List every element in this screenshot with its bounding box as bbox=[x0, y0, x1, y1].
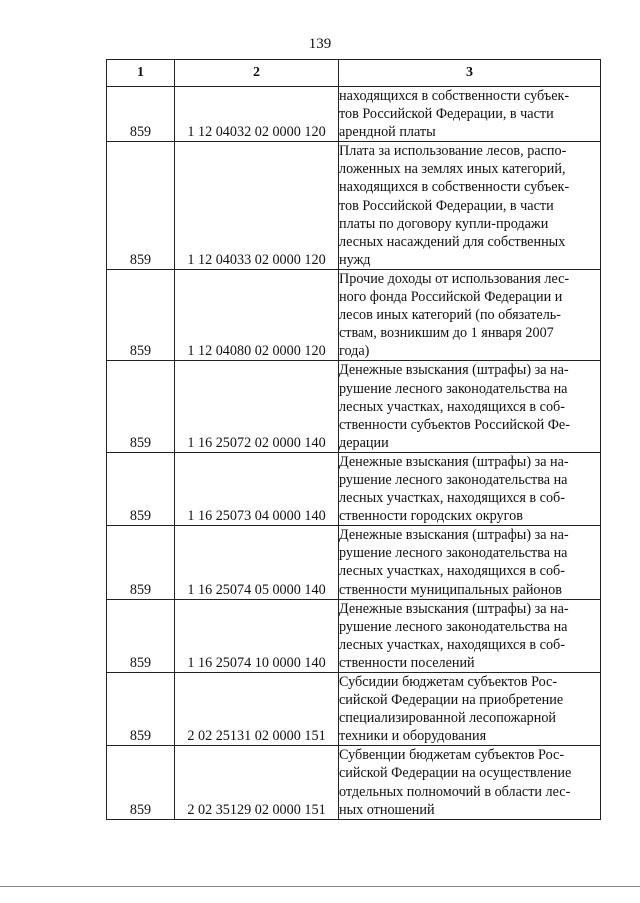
column-header-1: 1 bbox=[107, 60, 175, 87]
description-line: Субвенции бюджетам субъектов Рос- bbox=[339, 747, 565, 764]
revenue-description-cell bbox=[339, 142, 601, 270]
description-line: лесных насаждений для собственных bbox=[339, 233, 566, 250]
description-line: лесных участках, находящихся в соб- bbox=[339, 398, 566, 415]
revenue-code-cell: 1 12 04033 02 0000 120 bbox=[175, 142, 339, 270]
revenue-code-cell: 1 12 04080 02 0000 120 bbox=[175, 269, 339, 360]
description-line: лесных участках, находящихся в соб- bbox=[339, 636, 566, 653]
revenue-description-cell bbox=[339, 87, 601, 142]
admin-code-cell: 859 bbox=[107, 452, 175, 525]
description-line: специализированной лесопожарной bbox=[339, 710, 557, 727]
revenue-code-cell: 1 16 25074 05 0000 140 bbox=[175, 526, 339, 599]
admin-code-cell: 859 bbox=[107, 361, 175, 452]
description-line: платы по договору купли-продажи bbox=[339, 215, 549, 232]
table-body bbox=[107, 87, 601, 820]
admin-code-cell: 859 bbox=[107, 269, 175, 360]
description-line: Плата за использование лесов, распо- bbox=[339, 143, 567, 160]
description-line: Денежные взыскания (штрафы) за на- bbox=[339, 527, 569, 544]
revenue-description-cell bbox=[339, 269, 601, 360]
table-row bbox=[107, 87, 601, 142]
admin-code-cell: 859 bbox=[107, 673, 175, 746]
header-row bbox=[107, 60, 601, 87]
admin-code-cell: 859 bbox=[107, 526, 175, 599]
revenue-description-cell bbox=[339, 746, 601, 819]
table-header bbox=[107, 60, 601, 87]
revenue-description-cell bbox=[339, 452, 601, 525]
admin-code-cell: 859 bbox=[107, 599, 175, 672]
description-line: лесных участках, находящихся в соб- bbox=[339, 490, 566, 507]
table-row bbox=[107, 452, 601, 525]
table-row bbox=[107, 142, 601, 270]
revenue-code-cell: 2 02 25131 02 0000 151 bbox=[175, 673, 339, 746]
description-line: сийской Федерации на осуществление bbox=[339, 765, 572, 782]
description-line: ственности муниципальных районов bbox=[339, 581, 562, 598]
revenue-code-cell: 1 12 04032 02 0000 120 bbox=[175, 87, 339, 142]
description-line: тов Российской Федерации, в части bbox=[339, 197, 554, 214]
admin-code-cell: 859 bbox=[107, 746, 175, 819]
column-header-3: 3 bbox=[339, 60, 601, 87]
description-line: лесных участках, находящихся в соб- bbox=[339, 563, 566, 580]
page-number: 139 bbox=[308, 36, 332, 52]
table-row bbox=[107, 269, 601, 360]
description-line: рушение лесного законодательства на bbox=[339, 545, 568, 562]
description-line: лесов иных категорий (по обязатель- bbox=[339, 307, 561, 324]
description-line: года) bbox=[339, 343, 370, 360]
description-line: ного фонда Российской Федерации и bbox=[339, 289, 563, 306]
revenue-description-cell bbox=[339, 526, 601, 599]
description-line: дерации bbox=[339, 434, 389, 451]
admin-code-cell: 859 bbox=[107, 142, 175, 270]
description-line: ственности субъектов Российской Фе- bbox=[339, 416, 570, 433]
description-line: сийской Федерации на приобретение bbox=[339, 692, 564, 709]
description-line: рушение лесного законодательства на bbox=[339, 380, 568, 397]
page-bottom-rule bbox=[0, 886, 640, 887]
table-row bbox=[107, 599, 601, 672]
revenue-description-cell bbox=[339, 361, 601, 452]
description-line: находящихся в собственности субъек- bbox=[339, 88, 570, 104]
table-row bbox=[107, 673, 601, 746]
budget-classification-table bbox=[106, 59, 601, 820]
description-line: рушение лесного законодательства на bbox=[339, 618, 568, 635]
revenue-code-cell: 1 16 25074 10 0000 140 bbox=[175, 599, 339, 672]
table-row bbox=[107, 746, 601, 819]
description-line: Денежные взыскания (штрафы) за на- bbox=[339, 362, 569, 379]
description-line: Прочие доходы от использования лес- bbox=[339, 270, 570, 287]
description-line: ных отношений bbox=[339, 801, 435, 818]
revenue-code-cell: 2 02 35129 02 0000 151 bbox=[175, 746, 339, 819]
revenue-code-cell: 1 16 25073 04 0000 140 bbox=[175, 452, 339, 525]
table-row bbox=[107, 361, 601, 452]
table-row bbox=[107, 526, 601, 599]
admin-code-cell: 859 bbox=[107, 87, 175, 142]
revenue-description-cell bbox=[339, 673, 601, 746]
description-line: ственности городских округов bbox=[339, 508, 523, 525]
revenue-code-cell: 1 16 25072 02 0000 140 bbox=[175, 361, 339, 452]
description-line: тов Российской Федерации, в части bbox=[339, 106, 554, 123]
column-header-2: 2 bbox=[175, 60, 339, 87]
description-line: Денежные взыскания (штрафы) за на- bbox=[339, 453, 569, 470]
revenue-description-cell bbox=[339, 599, 601, 672]
description-line: арендной платы bbox=[339, 124, 436, 141]
description-line: находящихся в собственности субъек- bbox=[339, 179, 570, 196]
description-line: отдельных полномочий в области лес- bbox=[339, 783, 571, 800]
description-line: ственности поселений bbox=[339, 654, 475, 671]
description-line: Денежные взыскания (штрафы) за на- bbox=[339, 600, 569, 617]
description-line: Субсидии бюджетам субъектов Рос- bbox=[339, 674, 558, 690]
description-line: ложенных на землях иных категорий, bbox=[339, 161, 566, 178]
description-line: рушение лесного законодательства на bbox=[339, 471, 568, 488]
description-line: ствам, возникшим до 1 января 2007 bbox=[339, 325, 554, 342]
description-line: нужд bbox=[339, 251, 371, 268]
description-line: техники и оборудования bbox=[339, 728, 487, 745]
